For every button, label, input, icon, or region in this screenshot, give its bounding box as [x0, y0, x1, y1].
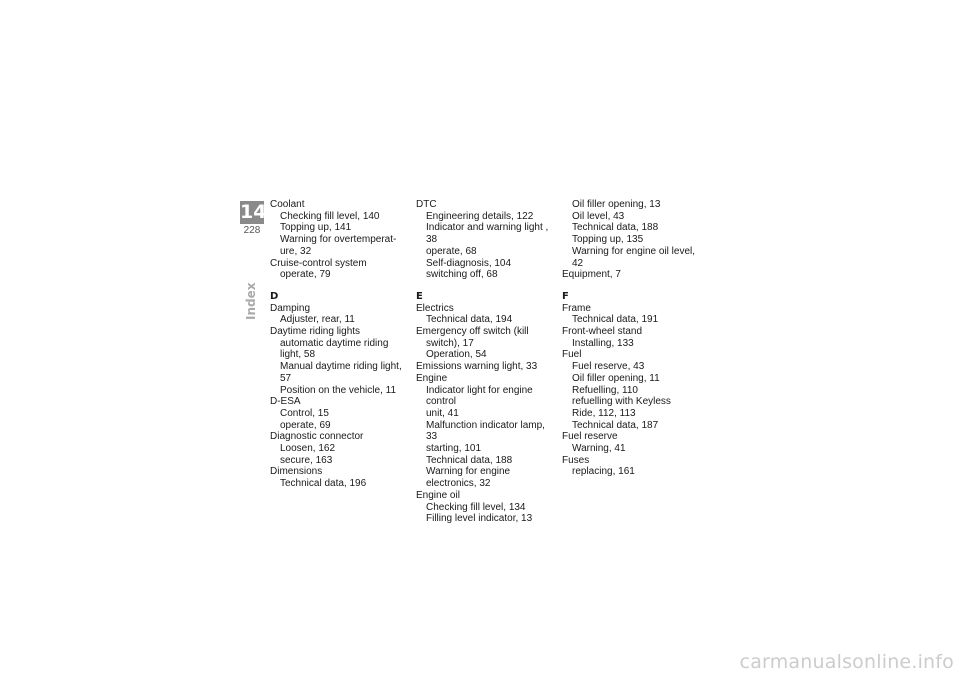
index-entry: [562, 269, 704, 281]
index-subentry: Loosen, 162: [280, 443, 336, 455]
index-entry: [416, 373, 558, 490]
index-subentry: Fuel reserve, 43: [572, 361, 645, 373]
index-term: Fuel reserve: [562, 431, 618, 443]
index-subentry: operate, 68: [426, 245, 477, 257]
index-term: Damping: [270, 302, 311, 314]
index-subentry: Self-diagnosis, 104: [426, 257, 512, 269]
index-entry: [270, 303, 412, 326]
index-subentry: Warning, 41: [572, 443, 626, 455]
index-subentry: Operation, 54: [426, 349, 487, 361]
index-letter-heading: F: [562, 290, 569, 302]
index-entry: [562, 246, 704, 269]
index-entry: [270, 258, 412, 281]
index-subentry: Installing, 133: [572, 337, 634, 349]
index-subentry: Oil filler opening, 11: [572, 372, 660, 384]
index-subentry: Checking fill level, 140: [280, 210, 380, 222]
index-term: Frame: [562, 302, 591, 314]
index-subentry: Filling level indicator, 13: [426, 513, 533, 525]
index-entry: [562, 303, 704, 326]
index-subentry: Technical data, 191: [572, 314, 659, 326]
index-subentry: operate, 79: [280, 269, 331, 281]
index-subentries: [270, 338, 412, 397]
index-subentry: electronics, 32: [426, 478, 491, 490]
index-subentry: replacing, 161: [572, 466, 635, 478]
index-subentry: unit, 41: [426, 407, 459, 419]
index-subentries: [562, 466, 704, 478]
index-subentry: Engineering details, 122: [426, 210, 534, 222]
index-entry: [416, 326, 558, 361]
index-entry: [416, 361, 558, 373]
index-entry: [416, 303, 558, 326]
index-subentries: [562, 199, 704, 246]
index-subentry: secure, 163: [280, 454, 333, 466]
index-subentries: [270, 211, 412, 258]
index-subentry: Warning for overtemperat-: [280, 234, 397, 246]
index-entry: [270, 431, 412, 466]
index-subentries: [562, 314, 704, 326]
chapter-marker: [240, 201, 267, 237]
index-subentry: Adjuster, rear, 11: [280, 314, 355, 326]
index-term: Front-wheel stand: [562, 326, 643, 338]
index-term: Equipment, 7: [562, 269, 621, 281]
section-label: Index: [244, 282, 258, 320]
index-subentries: [416, 314, 558, 326]
index-entry: [270, 466, 412, 489]
index-column-2: [416, 199, 558, 525]
index-term: Electrics: [416, 302, 454, 314]
index-term: Engine: [416, 372, 448, 384]
watermark: carmanualsonline.info: [739, 651, 954, 673]
index-entry: [270, 199, 412, 258]
index-subentry: Technical data, 187: [572, 419, 659, 431]
index-term: Engine oil: [416, 489, 460, 501]
chapter-divider: [240, 223, 264, 224]
index-subentry: Technical data, 196: [280, 478, 367, 490]
index-entry: [270, 326, 412, 396]
index-term: Dimensions: [270, 466, 323, 478]
index-subentry: Indicator and warning light , 38: [426, 222, 549, 246]
index-subentries: [416, 211, 558, 281]
index-subentry: Ride, 112, 113: [572, 407, 636, 419]
index-subentry: Oil level, 43: [572, 210, 625, 222]
index-entry: [562, 326, 704, 349]
index-term: Emergency off switch (kill: [416, 326, 529, 338]
index-subentries: [270, 314, 412, 326]
index-entry: [562, 349, 704, 431]
index-subentries: [416, 502, 558, 525]
index-subentries: [270, 478, 412, 490]
index-term: Emissions warning light, 33: [416, 361, 538, 373]
index-term: Coolant: [270, 199, 305, 210]
index-subentry: ure, 32: [280, 245, 312, 257]
index-entry: [562, 455, 704, 478]
index-entry: [416, 199, 558, 281]
index-subentries: [562, 361, 704, 431]
index-subentry: refuelling with Keyless: [572, 396, 671, 408]
index-subentry: Malfunction indicator lamp, 33: [426, 419, 545, 443]
index-column-3: [562, 199, 704, 478]
index-subentry: Technical data, 188: [572, 222, 659, 234]
index-subentry: operate, 69: [280, 419, 331, 431]
index-subentry: Indicator light for engine control: [426, 384, 533, 408]
index-subentry: Topping up, 135: [572, 234, 644, 246]
index-subentries: [270, 443, 412, 466]
index-subentries: [270, 269, 412, 281]
index-subentries: [562, 443, 704, 455]
index-subentry: Checking fill level, 134: [426, 501, 526, 513]
index-subentry: automatic daytime riding: [280, 337, 389, 349]
index-subentries: [270, 408, 412, 431]
index-subentry: Position on the vehicle, 11: [280, 384, 397, 396]
index-letter-heading: D: [270, 290, 279, 302]
page-number: 228: [243, 225, 261, 236]
index-subentry: Technical data, 188: [426, 454, 513, 466]
index-subentry: switching off, 68: [426, 269, 498, 281]
index-subentry: light, 58: [280, 349, 316, 361]
index-term: Diagnostic connector: [270, 431, 364, 443]
index-subentry: Warning for engine: [426, 466, 511, 478]
index-subentry: Manual daytime riding light, 57: [280, 361, 402, 384]
index-term: Cruise-control system: [270, 257, 367, 269]
index-term: Fuses: [562, 454, 590, 466]
index-entry: [416, 490, 558, 525]
index-entry: [562, 431, 704, 454]
index-subentries: [416, 338, 558, 361]
index-letter-heading: E: [416, 290, 423, 302]
index-term: DTC: [416, 199, 437, 210]
index-entry: [562, 199, 704, 246]
index-subentry: Technical data, 194: [426, 314, 513, 326]
index-column-1: [270, 199, 412, 490]
index-subentry: Refuelling, 110: [572, 384, 638, 396]
index-entry: [270, 396, 412, 431]
index-term: Daytime riding lights: [270, 326, 361, 338]
index-subentry: Oil filler opening, 13: [572, 199, 661, 210]
index-subentry: starting, 101: [426, 443, 482, 455]
index-term: Fuel: [562, 349, 582, 361]
chapter-number: 14: [240, 201, 267, 223]
index-term: Warning for engine oil level, 42: [572, 245, 696, 269]
index-subentries: [416, 385, 558, 490]
index-term: D-ESA: [270, 396, 301, 408]
index-subentries: [562, 338, 704, 350]
index-subentry: Control, 15: [280, 407, 329, 419]
index-subentry: Topping up, 141: [280, 222, 352, 234]
index-subentry: switch), 17: [426, 337, 474, 349]
